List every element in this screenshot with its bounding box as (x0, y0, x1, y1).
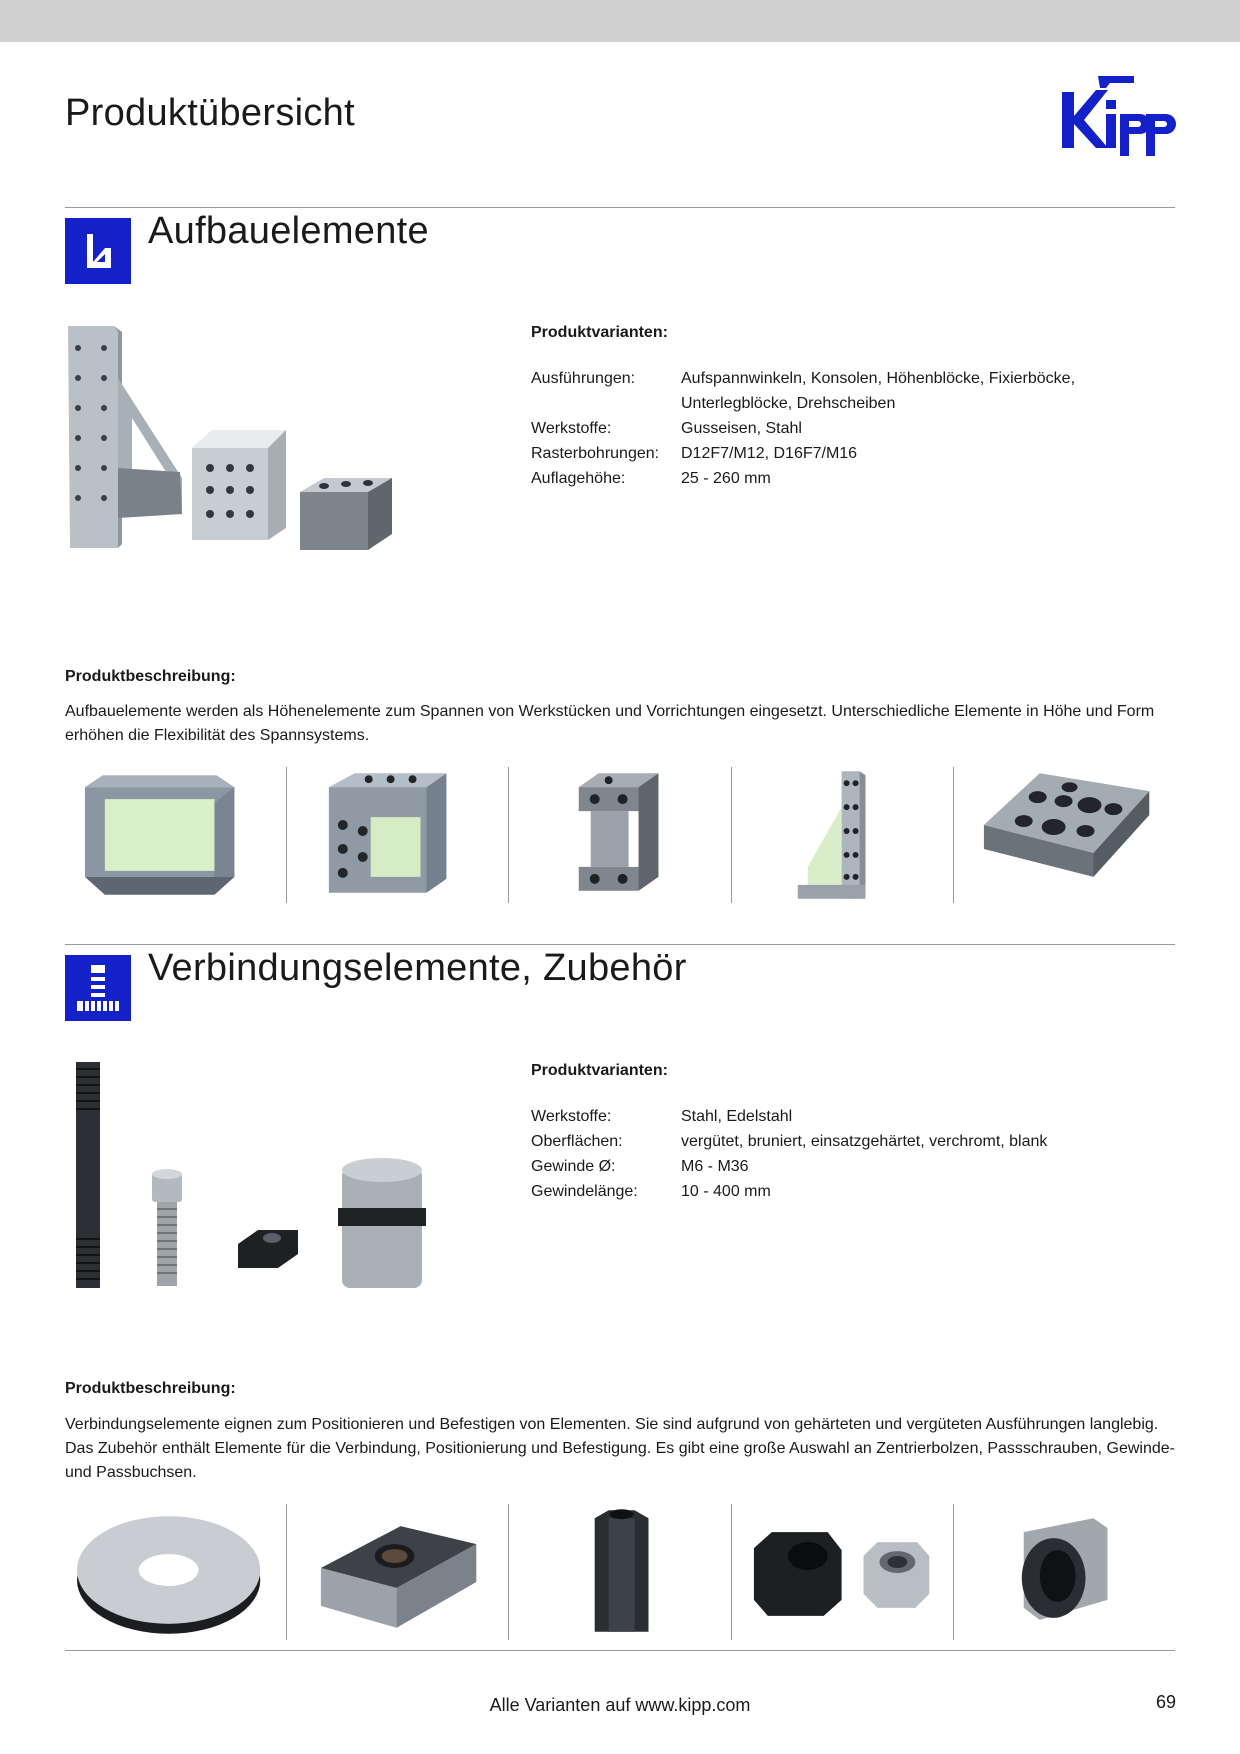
section-title: Verbindungselemente, Zubehör (148, 947, 687, 989)
variant-value: Gusseisen, Stahl (681, 420, 802, 437)
product-variants (531, 320, 1151, 491)
bolt-icon (65, 955, 131, 1021)
page-title: Produktübersicht (65, 92, 355, 134)
verbindungselemente-product-photo (62, 1058, 432, 1294)
variant-row (531, 466, 1151, 491)
product-thumbnail (287, 1504, 509, 1640)
product-thumbnail (65, 1504, 287, 1640)
variant-key: Oberflächen: (531, 1133, 623, 1150)
footer-divider (65, 1650, 1175, 1651)
angle-plate-icon (65, 218, 131, 284)
variant-row (531, 441, 1151, 466)
product-thumbnail (732, 1504, 954, 1640)
variants-heading: Produktvarianten: (531, 1062, 668, 1079)
kipp-logo (1060, 74, 1180, 166)
page-number: 69 (1155, 1692, 1176, 1712)
variant-row (531, 366, 1151, 416)
product-thumbnail (954, 767, 1175, 903)
product-strip (65, 1504, 1175, 1640)
product-thumbnail (509, 767, 731, 903)
section-divider (65, 944, 1175, 945)
product-thumbnail (509, 1504, 731, 1640)
product-variants (531, 1058, 1151, 1204)
variant-value: 10 - 400 mm (681, 1183, 771, 1200)
variant-key: Werkstoffe: (531, 420, 612, 437)
description-heading: Produktbeschreibung: (65, 1380, 236, 1397)
variants-heading: Produktvarianten: (531, 324, 668, 341)
variant-key: Gewindelänge: (531, 1183, 638, 1200)
aufbauelemente-product-photo (62, 318, 412, 558)
variant-value: M6 - M36 (681, 1158, 749, 1175)
variant-row (531, 1154, 1151, 1179)
variant-value: 25 - 260 mm (681, 470, 771, 487)
variant-row (531, 1129, 1151, 1154)
footer-link-text[interactable]: Alle Varianten auf www.kipp.com (489, 1695, 751, 1715)
variant-value: vergütet, bruniert, einsatzgehärtet, verchromt, blank (681, 1133, 1048, 1150)
variant-value: Aufspannwinkeln, Konsolen, Höhenblöcke, Fixierböcke, Unterlegblöcke, Drehscheiben (681, 370, 1076, 412)
variant-key: Rasterbohrungen: (531, 445, 660, 462)
top-bar (0, 0, 1240, 42)
product-thumbnail (287, 767, 509, 903)
variant-row (531, 1179, 1151, 1204)
variant-key: Werkstoffe: (531, 1108, 612, 1125)
variant-key: Gewinde Ø: (531, 1158, 616, 1175)
description-text: Aufbauelemente werden als Höhenelemente zum Spannen von Werkstücken und Vorrichtungen eingesetzt. Unterschiedliche Elemente in Höhe und Form erhöhen die Flexibilität des Spannsystems. (65, 703, 1155, 744)
variant-row (531, 416, 1151, 441)
description-heading: Produktbeschreibung: (65, 668, 236, 685)
product-thumbnail (954, 1504, 1175, 1640)
section-divider (65, 207, 1175, 208)
variant-value: Stahl, Edelstahl (681, 1108, 793, 1125)
variant-key: Auflagehöhe: (531, 470, 626, 487)
variant-row (531, 1104, 1151, 1129)
variant-value: D12F7/M12, D16F7/M16 (681, 445, 858, 462)
product-thumbnail (732, 767, 954, 903)
section-title: Aufbauelemente (148, 210, 429, 252)
variant-key: Ausführungen: (531, 370, 636, 387)
description-text: Verbindungselemente eignen zum Positionieren und Befestigen von Elementen. Sie sind aufgrund von gehärteten und vergüteten Ausführungen langlebig. Das Zubehör enthält Elemente für die Verbindung, Positionierung und Befestigung. Es gibt eine große Auswahl an Zentrierbolzen, Passschrauben, Gewinde- und Passbuchsen. (65, 1416, 1176, 1481)
product-thumbnail (65, 767, 287, 903)
product-strip (65, 767, 1175, 903)
